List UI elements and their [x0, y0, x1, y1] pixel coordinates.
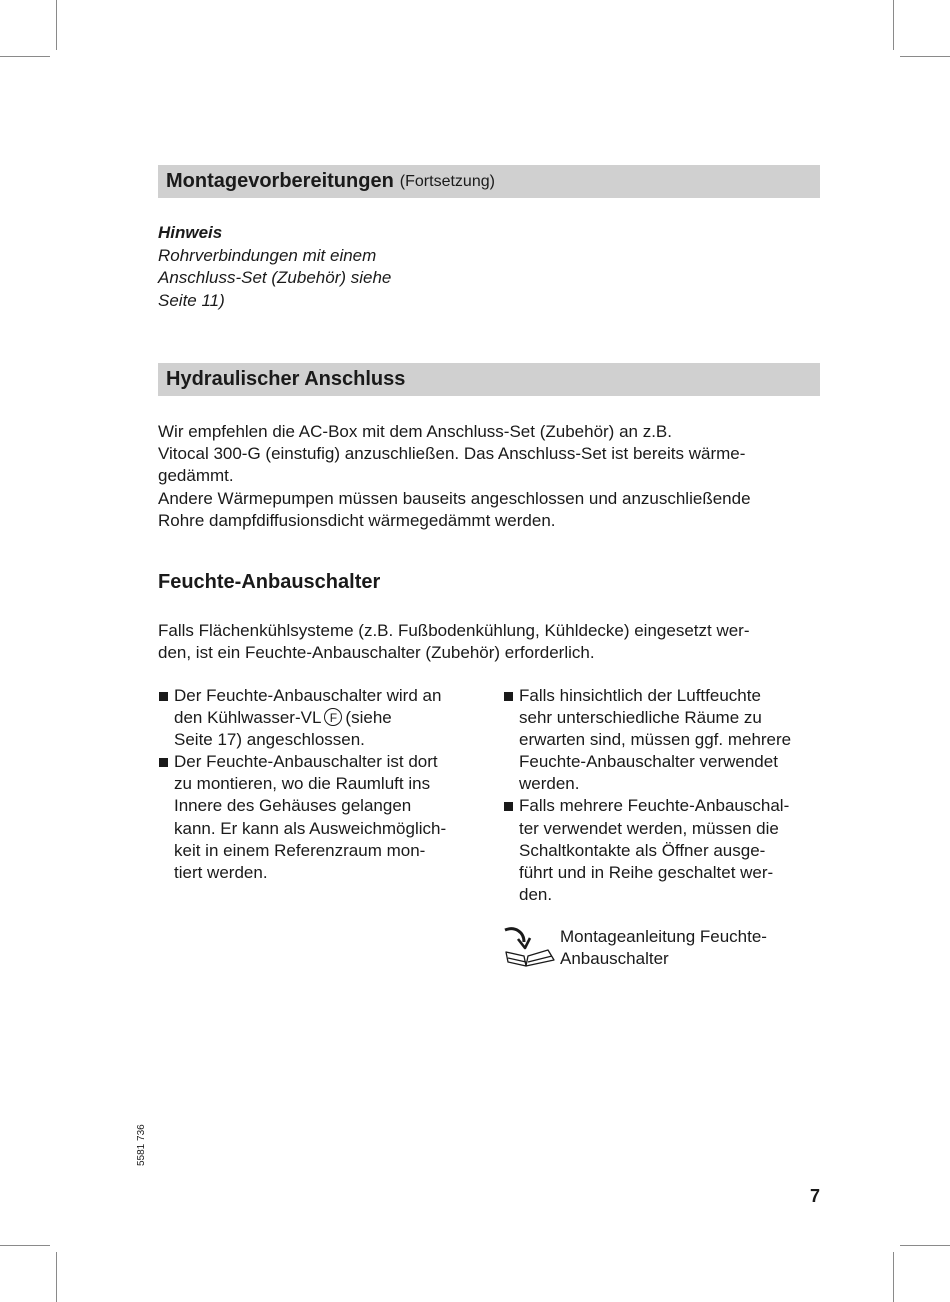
bullet-square-icon [159, 758, 168, 767]
bullet-line: zu montieren, wo die Raumluft ins [174, 774, 431, 794]
bullet-line: keit in einem Referenzraum mon- [174, 840, 426, 860]
crop-mark [0, 1245, 50, 1246]
feuchte-intro-paragraph [158, 620, 820, 664]
note-heading: Hinweis [158, 223, 223, 242]
section-title: Montagevorbereitungen [166, 170, 394, 192]
bullet-square-icon [504, 802, 513, 811]
paragraph-line: den, ist ein Feuchte-Anbauschalter (Zubehör) erforderlich. [158, 643, 595, 663]
bullet-text: den Kühlwasser-VL [174, 708, 322, 728]
bullet-line [174, 707, 488, 729]
paragraph-line: Rohre dampfdiffusionsdicht wärmegedämmt werden. [158, 510, 556, 530]
paragraph-line: gedämmt. [158, 466, 234, 486]
bullet-item [158, 751, 488, 884]
bullet-line: sehr unterschiedliche Räume zu [519, 708, 762, 728]
crop-mark [56, 1252, 57, 1302]
bullet-line: werden. [519, 774, 580, 794]
note-line: Rohrverbindungen mit einem [158, 245, 377, 265]
crop-mark [893, 0, 894, 50]
bullet-line: Seite 17) angeschlossen. [174, 730, 365, 750]
crop-mark [56, 0, 57, 50]
document-number: 5581 736 [136, 1124, 147, 1166]
bullet-line: Falls mehrere Feuchte-Anbauschal- [519, 796, 790, 816]
bullet-line: den. [519, 884, 553, 904]
right-bullet-list [503, 685, 833, 906]
crop-mark [0, 56, 50, 57]
paragraph-line: Falls Flächenkühlsysteme (z.B. Fußbodenkühlung, Kühldecke) eingesetzt wer- [158, 621, 750, 640]
crop-mark [900, 56, 950, 57]
paragraph-line: Andere Wärmepumpen müssen bauseits angeschlossen und anzuschließende [158, 488, 751, 508]
bullet-item [503, 795, 833, 905]
section-heading-hydraulischer-anschluss [158, 363, 820, 396]
bullet-line: tiert werden. [174, 862, 268, 882]
section-heading-montagevorbereitungen [158, 165, 820, 198]
bullet-line: kann. Er kann als Ausweichmöglich- [174, 818, 447, 838]
circled-marker: F [324, 708, 342, 726]
bullet-line: ter verwendet werden, müssen die [519, 818, 779, 838]
bullet-square-icon [159, 692, 168, 701]
bullet-line: Innere des Gehäuses gelangen [174, 796, 412, 816]
hydraulic-paragraph [158, 421, 820, 532]
page-number: 7 [810, 1186, 821, 1206]
note-line: Anschluss-Set (Zubehör) siehe [158, 268, 392, 287]
section-subtitle: (Fortsetzung) [399, 172, 495, 190]
note-line: Seite 11) [158, 290, 225, 310]
left-bullet-list [158, 685, 488, 884]
bullet-item [158, 685, 488, 751]
note-block [158, 222, 498, 312]
bullet-item [503, 685, 833, 795]
bullet-line: erwarten sind, müssen ggf. mehrere [519, 730, 792, 750]
subsection-title: Feuchte-Anbauschalter [158, 571, 381, 593]
manual-book-icon [502, 926, 556, 970]
bullet-line: Feuchte-Anbauschalter verwendet [519, 752, 778, 772]
bullet-line: Der Feuchte-Anbauschalter wird an [174, 686, 442, 705]
bullet-line: Schaltkontakte als Öffner ausge- [519, 840, 766, 860]
bullet-line: Falls hinsichtlich der Luftfeuchte [519, 686, 761, 705]
bullet-line: Der Feuchte-Anbauschalter ist dort [174, 752, 438, 772]
reference-line: Montageanleitung Feuchte- [560, 927, 767, 946]
reference-text [560, 926, 830, 970]
paragraph-line: Wir empfehlen die AC-Box mit dem Anschluss-Set (Zubehör) an z.B. [158, 422, 672, 441]
section-title: Hydraulischer Anschluss [166, 368, 406, 390]
crop-mark [900, 1245, 950, 1246]
paragraph-line: Vitocal 300-G (einstufig) anzuschließen. Das Anschluss-Set ist bereits wärme- [158, 444, 746, 464]
crop-mark [893, 1252, 894, 1302]
reference-line: Anbauschalter [560, 949, 669, 968]
bullet-square-icon [504, 692, 513, 701]
bullet-text: (siehe [345, 708, 392, 728]
bullet-line: führt und in Reihe geschaltet wer- [519, 862, 774, 882]
